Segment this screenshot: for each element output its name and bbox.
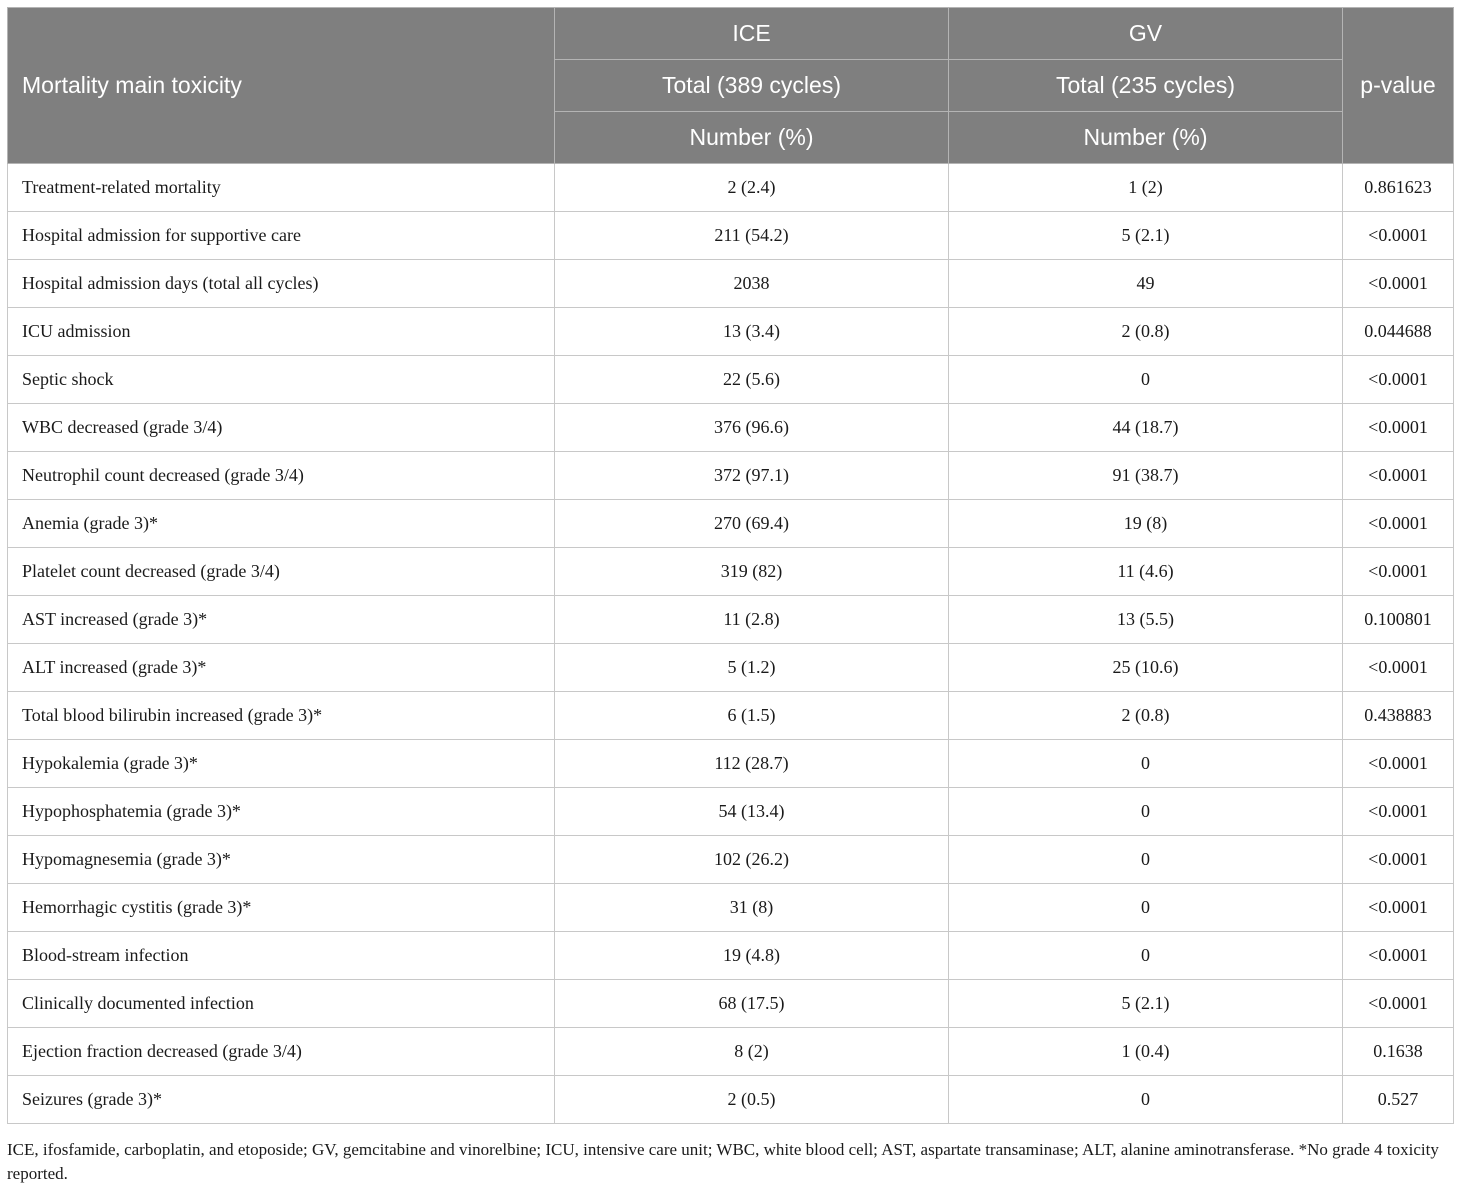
row-label-cell: Hospital admission for supportive care <box>8 212 555 260</box>
gv-value-cell: 1 (2) <box>949 164 1343 212</box>
ice-value-cell: 31 (8) <box>555 884 949 932</box>
pvalue-cell: <0.0001 <box>1343 980 1454 1028</box>
table-row <box>8 404 1454 452</box>
toxicity-table <box>7 7 1454 1124</box>
header-ice-unit: Number (%) <box>555 112 949 164</box>
row-label-cell: Blood-stream infection <box>8 932 555 980</box>
pvalue-cell: <0.0001 <box>1343 404 1454 452</box>
row-label-cell: Septic shock <box>8 356 555 404</box>
table-body <box>8 164 1454 1124</box>
ice-value-cell: 6 (1.5) <box>555 692 949 740</box>
ice-value-cell: 2 (2.4) <box>555 164 949 212</box>
row-label-cell: Clinically documented infection <box>8 980 555 1028</box>
pvalue-cell: 0.861623 <box>1343 164 1454 212</box>
table-row <box>8 260 1454 308</box>
gv-value-cell: 5 (2.1) <box>949 212 1343 260</box>
table-row <box>8 164 1454 212</box>
gv-value-cell: 11 (4.6) <box>949 548 1343 596</box>
row-label-cell: Anemia (grade 3)* <box>8 500 555 548</box>
table-row <box>8 596 1454 644</box>
table-row <box>8 308 1454 356</box>
table-footnote: ICE, ifosfamide, carboplatin, and etoposide; GV, gemcitabine and vinorelbine; ICU, intensive care unit; WBC, white blood cell; AST, aspartate transaminase; ALT, alanine aminotransferase. *No grade 4 toxicity reported. <box>7 1140 1439 1183</box>
header-pvalue: p-value <box>1343 8 1454 164</box>
header-group-gv: GV <box>949 8 1343 60</box>
table-row <box>8 740 1454 788</box>
gv-value-cell: 13 (5.5) <box>949 596 1343 644</box>
ice-value-cell: 5 (1.2) <box>555 644 949 692</box>
table-row <box>8 452 1454 500</box>
pvalue-cell: <0.0001 <box>1343 548 1454 596</box>
pvalue-cell: <0.0001 <box>1343 500 1454 548</box>
row-label-cell: Ejection fraction decreased (grade 3/4) <box>8 1028 555 1076</box>
pvalue-cell: 0.044688 <box>1343 308 1454 356</box>
row-label-cell: Hypophosphatemia (grade 3)* <box>8 788 555 836</box>
gv-value-cell: 2 (0.8) <box>949 308 1343 356</box>
ice-value-cell: 319 (82) <box>555 548 949 596</box>
gv-value-cell: 25 (10.6) <box>949 644 1343 692</box>
gv-value-cell: 0 <box>949 884 1343 932</box>
ice-value-cell: 112 (28.7) <box>555 740 949 788</box>
table-row <box>8 356 1454 404</box>
pvalue-cell: <0.0001 <box>1343 452 1454 500</box>
gv-value-cell: 1 (0.4) <box>949 1028 1343 1076</box>
ice-value-cell: 54 (13.4) <box>555 788 949 836</box>
ice-value-cell: 11 (2.8) <box>555 596 949 644</box>
table-row <box>8 788 1454 836</box>
table-row <box>8 836 1454 884</box>
ice-value-cell: 8 (2) <box>555 1028 949 1076</box>
gv-value-cell: 2 (0.8) <box>949 692 1343 740</box>
row-label-cell: Hypomagnesemia (grade 3)* <box>8 836 555 884</box>
ice-value-cell: 19 (4.8) <box>555 932 949 980</box>
pvalue-cell: 0.438883 <box>1343 692 1454 740</box>
row-label-cell: Neutrophil count decreased (grade 3/4) <box>8 452 555 500</box>
table-row <box>8 884 1454 932</box>
gv-value-cell: 91 (38.7) <box>949 452 1343 500</box>
gv-value-cell: 0 <box>949 1076 1343 1124</box>
gv-value-cell: 0 <box>949 932 1343 980</box>
gv-value-cell: 44 (18.7) <box>949 404 1343 452</box>
gv-value-cell: 5 (2.1) <box>949 980 1343 1028</box>
row-label-cell: Treatment-related mortality <box>8 164 555 212</box>
gv-value-cell: 0 <box>949 788 1343 836</box>
toxicity-table-container <box>7 7 1453 1124</box>
row-label-cell: AST increased (grade 3)* <box>8 596 555 644</box>
table-row <box>8 1028 1454 1076</box>
row-label-cell: WBC decreased (grade 3/4) <box>8 404 555 452</box>
gv-value-cell: 0 <box>949 836 1343 884</box>
row-label-cell: ICU admission <box>8 308 555 356</box>
header-group-ice: ICE <box>555 8 949 60</box>
ice-value-cell: 13 (3.4) <box>555 308 949 356</box>
table-row <box>8 212 1454 260</box>
table-row <box>8 980 1454 1028</box>
ice-value-cell: 376 (96.6) <box>555 404 949 452</box>
ice-value-cell: 211 (54.2) <box>555 212 949 260</box>
row-label-cell: Hemorrhagic cystitis (grade 3)* <box>8 884 555 932</box>
ice-value-cell: 2 (0.5) <box>555 1076 949 1124</box>
pvalue-cell: <0.0001 <box>1343 932 1454 980</box>
pvalue-cell: <0.0001 <box>1343 836 1454 884</box>
gv-value-cell: 19 (8) <box>949 500 1343 548</box>
table-row <box>8 932 1454 980</box>
gv-value-cell: 49 <box>949 260 1343 308</box>
pvalue-cell: <0.0001 <box>1343 356 1454 404</box>
ice-value-cell: 102 (26.2) <box>555 836 949 884</box>
row-label-cell: Hospital admission days (total all cycles) <box>8 260 555 308</box>
table-row <box>8 548 1454 596</box>
ice-value-cell: 22 (5.6) <box>555 356 949 404</box>
ice-value-cell: 372 (97.1) <box>555 452 949 500</box>
pvalue-cell: <0.0001 <box>1343 260 1454 308</box>
gv-value-cell: 0 <box>949 356 1343 404</box>
header-gv-total: Total (235 cycles) <box>949 60 1343 112</box>
pvalue-cell: <0.0001 <box>1343 212 1454 260</box>
table-row <box>8 644 1454 692</box>
ice-value-cell: 2038 <box>555 260 949 308</box>
pvalue-cell: <0.0001 <box>1343 884 1454 932</box>
table-row <box>8 1076 1454 1124</box>
header-ice-total: Total (389 cycles) <box>555 60 949 112</box>
row-label-cell: Platelet count decreased (grade 3/4) <box>8 548 555 596</box>
table-header <box>8 8 1454 164</box>
gv-value-cell: 0 <box>949 740 1343 788</box>
pvalue-cell: 0.527 <box>1343 1076 1454 1124</box>
header-gv-unit: Number (%) <box>949 112 1343 164</box>
header-row-label: Mortality main toxicity <box>8 8 555 164</box>
row-label-cell: Hypokalemia (grade 3)* <box>8 740 555 788</box>
row-label-cell: ALT increased (grade 3)* <box>8 644 555 692</box>
table-row <box>8 500 1454 548</box>
pvalue-cell: <0.0001 <box>1343 644 1454 692</box>
row-label-cell: Total blood bilirubin increased (grade 3)* <box>8 692 555 740</box>
pvalue-cell: <0.0001 <box>1343 788 1454 836</box>
pvalue-cell: 0.1638 <box>1343 1028 1454 1076</box>
ice-value-cell: 270 (69.4) <box>555 500 949 548</box>
pvalue-cell: <0.0001 <box>1343 740 1454 788</box>
table-row <box>8 692 1454 740</box>
pvalue-cell: 0.100801 <box>1343 596 1454 644</box>
ice-value-cell: 68 (17.5) <box>555 980 949 1028</box>
row-label-cell: Seizures (grade 3)* <box>8 1076 555 1124</box>
